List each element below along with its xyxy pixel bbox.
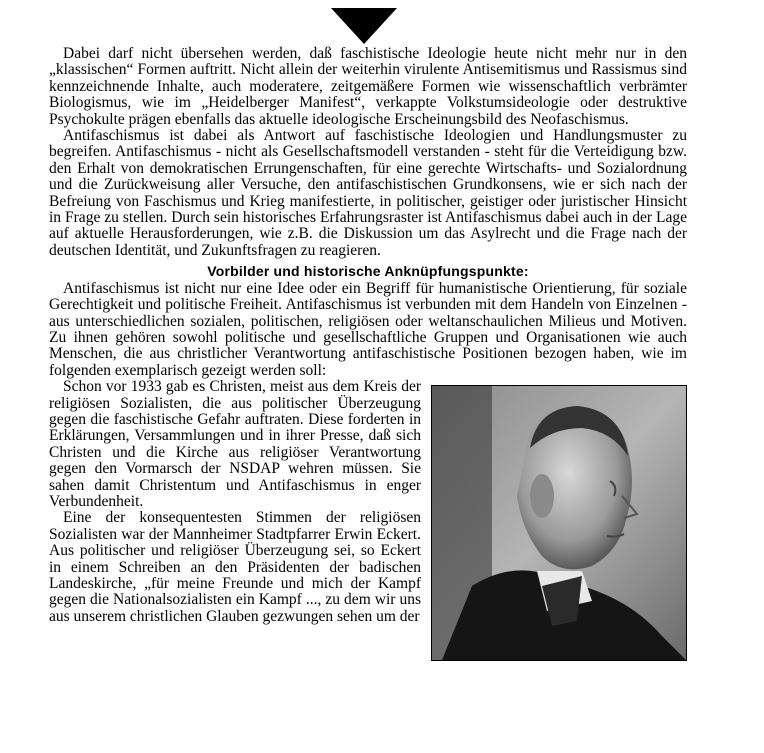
article-column [49, 46, 687, 665]
paragraph: Antifaschismus ist dabei als Antwort auf faschistische Ideologien und Handlungsmuster zu begreifen. Antifaschismus - nicht als Gesellschaftsmodell verstanden - steht für die Verteidigung bzw. den Erhalt von demokratischen Errungenschaften, für eine gerechte Wirtschafts- und Sozialordnung und die Zurückweisung aller Versuche, den antifaschistischen Grundkonsens, wie er sich nach der Befreiung von Faschismus und Krieg manifestierte, in politischer, geistiger oder juristischer Hinsicht in Frage zu stellen. Durch sein historisches Erfahrungsraster ist Antifaschismus dabei auch in der Lage auf aktuelle Herausforderungen, wie z.B. die Diskussion um das Asylrecht und die Frage nach der deutschen Identität, und Zukunftsfragen zu reagieren. [49, 127, 687, 259]
paragraph: Antifaschismus ist nicht nur eine Idee oder ein Begriff für humanistische Orientierung, für soziale Gerechtigkeit und politische Freiheit. Antifaschismus ist verbunden mit dem Handeln von Einzelnen - aus unterschiedlichen sozialen, politischen, religiösen oder weltanschaulichen Milieus und Motiven. Zu ihnen gehören sowohl politische und gesellschaftliche Gruppen und Organisationen wie auch Menschen, die aus christlicher Verantwortung antifaschistische Positionen bezogen haben, wie im folgenden exemplarisch gezeigt werden soll: [49, 279, 687, 379]
paragraph: Eine der konsequentesten Stimmen der religiösen Sozialisten war der Mannheimer Stadtpfarrer Erwin Eckert. Aus politischer und religiöser Überzeugung sei, so Eckert in einem Schreiben an den Präsidenten der badischen Landeskirche, „für meine Freunde und mich der Kampf gegen die Nationalsozialisten ein Kampf ..., zu dem wir uns aus unserem christlichen Glauben gezwungen sehen um der [49, 509, 421, 625]
paragraph: Dabei darf nicht übersehen werden, daß faschistische Ideologie heute nicht mehr nur in den „klassischen“ Formen auftritt. Nicht allein der weiterhin virulente Antisemitismus und Rassismus sind kennzeichnende Inhalte, auch moderatere, zeitgemäßere Formen wie wissenschaftlich verbrämter Biologismus, wie im „Heidelberger Manifest“, verkappte Volkstumsideologie oder destruktive Psychokulte prägen ebenfalls das aktuelle ideologische Erscheinungsbild des Neofaschismus. [49, 45, 687, 128]
section-heading: Vorbilder und historische Anknüpfungspunkte: [207, 263, 529, 280]
paragraph: Schon vor 1933 gab es Christen, meist aus dem Kreis der religiösen Sozialisten, die aus politischer Überzeugung gegen die faschistische Gefahr auftraten. Diese forderten in Erklärungen, Versammlungen und in ihrer Presse, daß sich Christen und die Kirche aus religiöser Verantwortung gegen den Vormarsch der NSDAP wehren müssen. Sie sahen damit Christentum und Antifaschismus in enger Verbundenheit. [49, 378, 421, 510]
down-arrow-icon [331, 8, 397, 44]
portrait-photo [431, 385, 687, 661]
portrait-image [432, 386, 686, 660]
